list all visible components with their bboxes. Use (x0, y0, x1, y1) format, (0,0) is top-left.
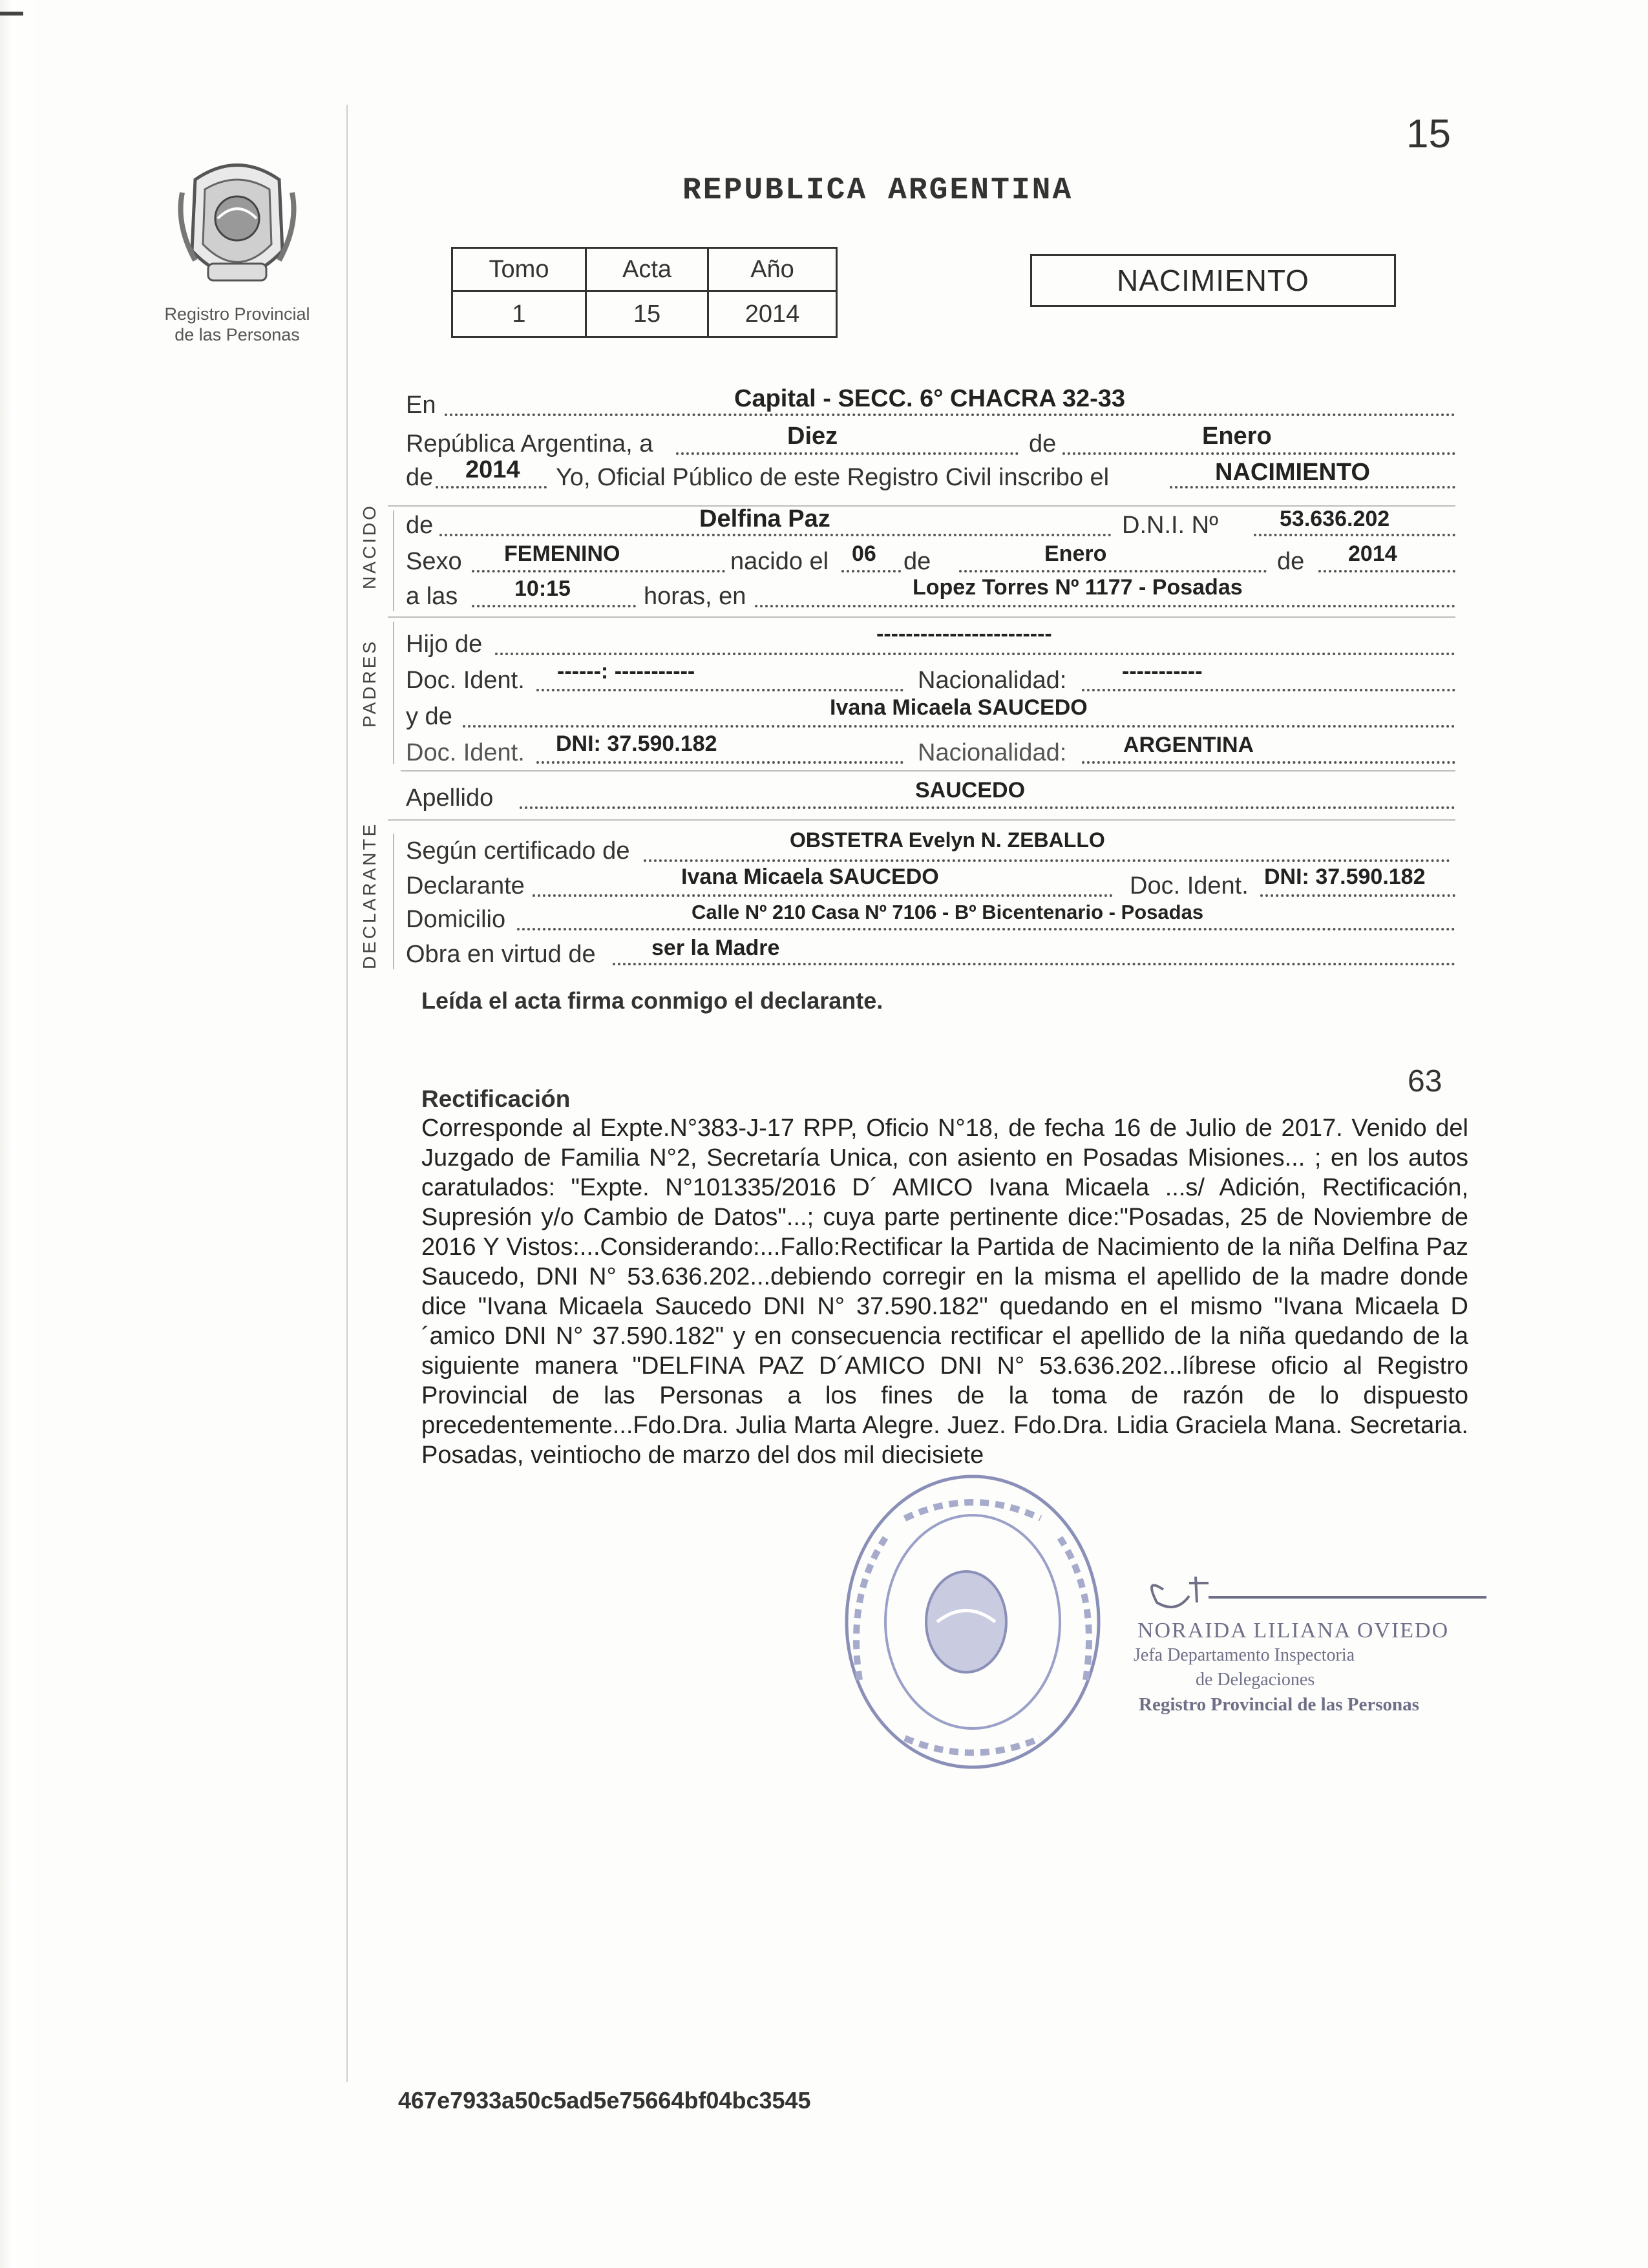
dotted-line (841, 570, 901, 572)
dni-label: D.N.I. Nº (1122, 512, 1218, 539)
dotted-line (445, 414, 1455, 416)
dotted-line (1260, 894, 1455, 897)
dotted-line (520, 806, 1455, 809)
table-header: Año (708, 248, 837, 291)
leida-statement: Leída el acta firma conmigo el declarante. (421, 987, 883, 1014)
declarante-doc-value: DNI: 37.590.182 (1264, 865, 1426, 889)
dotted-line (1318, 570, 1455, 572)
father-nationality-value: ----------- (1122, 659, 1203, 684)
day-value: Diez (787, 423, 838, 450)
dotted-line (472, 605, 636, 607)
dotted-line (436, 486, 547, 488)
dotted-line (472, 570, 725, 572)
record-type-box: NACIMIENTO (1030, 254, 1396, 307)
child-name-value: Delfina Paz (699, 505, 830, 532)
month-value: Enero (1202, 423, 1272, 450)
rect-title: Rectificación (421, 1086, 571, 1112)
child-dni-value: 53.636.202 (1280, 507, 1390, 531)
section-bracket (393, 834, 394, 969)
dotted-line (1082, 761, 1455, 764)
section-divider (388, 819, 1455, 821)
document-hash: 467e7933a50c5ad5e75664bf04bc3545 (398, 2087, 811, 2114)
alas-label: a las (406, 583, 458, 610)
dotted-line (676, 452, 1019, 455)
nac2-label: Nacionalidad: (918, 739, 1067, 766)
dotted-line (1062, 452, 1455, 455)
nacido-de-label: de (406, 512, 434, 539)
year-value: 2014 (465, 456, 520, 483)
signer-org: Registro Provincial de las Personas (1139, 1694, 1419, 1715)
signer-dept: de Delegaciones (1196, 1670, 1315, 1690)
nac1-label: Nacionalidad: (918, 667, 1067, 694)
de-label: de (903, 548, 931, 575)
domicilio-value: Calle Nº 210 Casa Nº 7106 - Bº Bicentenario - Posadas (692, 901, 1204, 923)
apellido-label: Apellido (406, 784, 494, 812)
section-divider (388, 616, 1455, 618)
dotted-line (517, 928, 1455, 930)
rect-number: 63 (1408, 1064, 1442, 1098)
mother-nationality-value: ARGENTINA (1123, 733, 1254, 757)
dotted-line (613, 963, 1455, 965)
declarante-doc-label: Doc. Ident. (1130, 872, 1249, 899)
birth-year-value: 2014 (1348, 541, 1397, 566)
dotted-line (755, 605, 1455, 607)
table-header: Tomo (452, 248, 586, 291)
de-label: de (1277, 548, 1305, 575)
yde-label: y de (406, 703, 452, 730)
handwritten-signature-icon (1137, 1564, 1486, 1615)
cert-label: Según certificado de (406, 837, 630, 865)
dotted-line (959, 570, 1267, 572)
section-label-declarante: DECLARANTE (359, 821, 379, 969)
horas-label: horas, en (644, 583, 746, 610)
official-stamp-icon (834, 1467, 1112, 1777)
dotted-line (463, 725, 1455, 728)
rect-body: Corresponde al Expte.N°383-J-17 RPP, Oficio N°18, de fecha 16 de Julio de 2017. Venido del Juzgado de Familia N°2, Secretaría Unica, con asiento en Posadas Misiones... ; en los autos caratulados: "Expte. N°101335/2016 D´ AMICO Ivana Micaela ...s/ Adición, Rectificación, Supresión y/o Cambio de Datos"...; cuya parte pertinente dice:"Posadas, 25 de Noviembre de 2016 Y Vistos:...Considerando:...Fallo:Rectificar la Partida de Nacimiento de la niña Delfina Paz Saucedo, DNI N° 53.636.202...debiendo corregir en la misma el apellido de la madre donde dice "Ivana Micaela Saucedo DNI N° 37.590.182" quedando en el mismo "Ivana Micaela D´amico DNI N° 37.590.182" y en consecuencia rectificar el apellido de la niña quedando de la siguiente manera "DELFINA PAZ D´AMICO DNI N° 53.636.202...líbrese oficio al Registro Provincial de las Personas a los fines de la toma de razón de lo dispuesto precedentemente...Fdo.Dra. Julia Marta Alegre. Juez. Fdo.Dra. Lidia Graciela Mana. Secretaria. Posadas, veintiocho de marzo del dos mil diecisiete (421, 1115, 1468, 1469)
signer-role: Jefa Departamento Inspectoria (1134, 1645, 1355, 1665)
declarante-value: Ivana Micaela SAUCEDO (681, 865, 939, 889)
dotted-line (533, 894, 1113, 897)
dotted-line (1082, 689, 1455, 691)
dotted-line (536, 689, 903, 691)
left-margin-line (346, 105, 348, 2082)
table-cell: 2014 (708, 291, 837, 337)
republica-label: República Argentina, a (406, 430, 653, 457)
birth-day-value: 06 (852, 541, 876, 566)
father-doc-value: ------: ----------- (557, 659, 695, 684)
hijo-label: Hijo de (406, 631, 483, 658)
cert-value: OBSTETRA Evelyn N. ZEBALLO (790, 828, 1105, 852)
province-seal-icon (169, 154, 305, 296)
declarante-label: Declarante (406, 872, 525, 899)
section-bracket (393, 622, 394, 764)
logo-caption-line2: de las Personas (174, 325, 300, 344)
section-bracket (393, 510, 394, 611)
mother-name-value: Ivana Micaela SAUCEDO (830, 695, 1088, 720)
signer-name: NORAIDA LILIANA OVIEDO (1137, 1619, 1450, 1643)
obra-value: ser la Madre (651, 936, 780, 960)
section-divider (401, 770, 1455, 772)
dotted-line (439, 534, 1112, 536)
table-header: Acta (586, 248, 708, 291)
page-number: 15 (1406, 112, 1451, 156)
section-label-padres: PADRES (359, 638, 379, 728)
birth-month-value: Enero (1044, 541, 1107, 566)
section-label-nacido: NACIDO (359, 503, 379, 589)
inscribo-value: NACIMIENTO (1215, 459, 1370, 486)
dotted-line (495, 653, 1455, 655)
birth-place-value: Lopez Torres Nº 1177 - Posadas (913, 575, 1243, 600)
inscribo-label: Yo, Oficial Público de este Registro Civil inscribo el (556, 464, 1110, 491)
page-edge-mark (0, 12, 23, 16)
domicilio-label: Domicilio (406, 906, 506, 933)
page-title: REPUBLICA ARGENTINA (682, 173, 1073, 208)
birth-time-value: 10:15 (514, 576, 571, 601)
tomo-acta-table (451, 247, 838, 338)
logo-caption-line1: Registro Provincial (164, 304, 310, 324)
de2-label: de (406, 464, 434, 491)
en-label: En (406, 392, 436, 419)
table-cell: 1 (452, 291, 586, 337)
signature-block (1134, 1564, 1486, 1717)
dotted-line (536, 761, 903, 764)
dotted-line (644, 859, 1450, 862)
sexo-label: Sexo (406, 548, 462, 575)
father-name-value: ------------------------ (876, 622, 1052, 646)
table-cell: 15 (586, 291, 708, 337)
mother-doc-value: DNI: 37.590.182 (556, 731, 717, 756)
obra-label: Obra en virtud de (406, 941, 596, 968)
logo-caption (143, 304, 331, 345)
sexo-value: FEMENINO (504, 541, 620, 566)
dotted-line (1254, 534, 1455, 536)
doc1-label: Doc. Ident. (406, 667, 525, 694)
apellido-value: SAUCEDO (915, 778, 1026, 803)
place-value: Capital - SECC. 6° CHACRA 32-33 (734, 385, 1126, 412)
de-label: de (1029, 430, 1057, 457)
nacido-el-label: nacido el (730, 548, 829, 575)
doc2-label: Doc. Ident. (406, 739, 525, 766)
